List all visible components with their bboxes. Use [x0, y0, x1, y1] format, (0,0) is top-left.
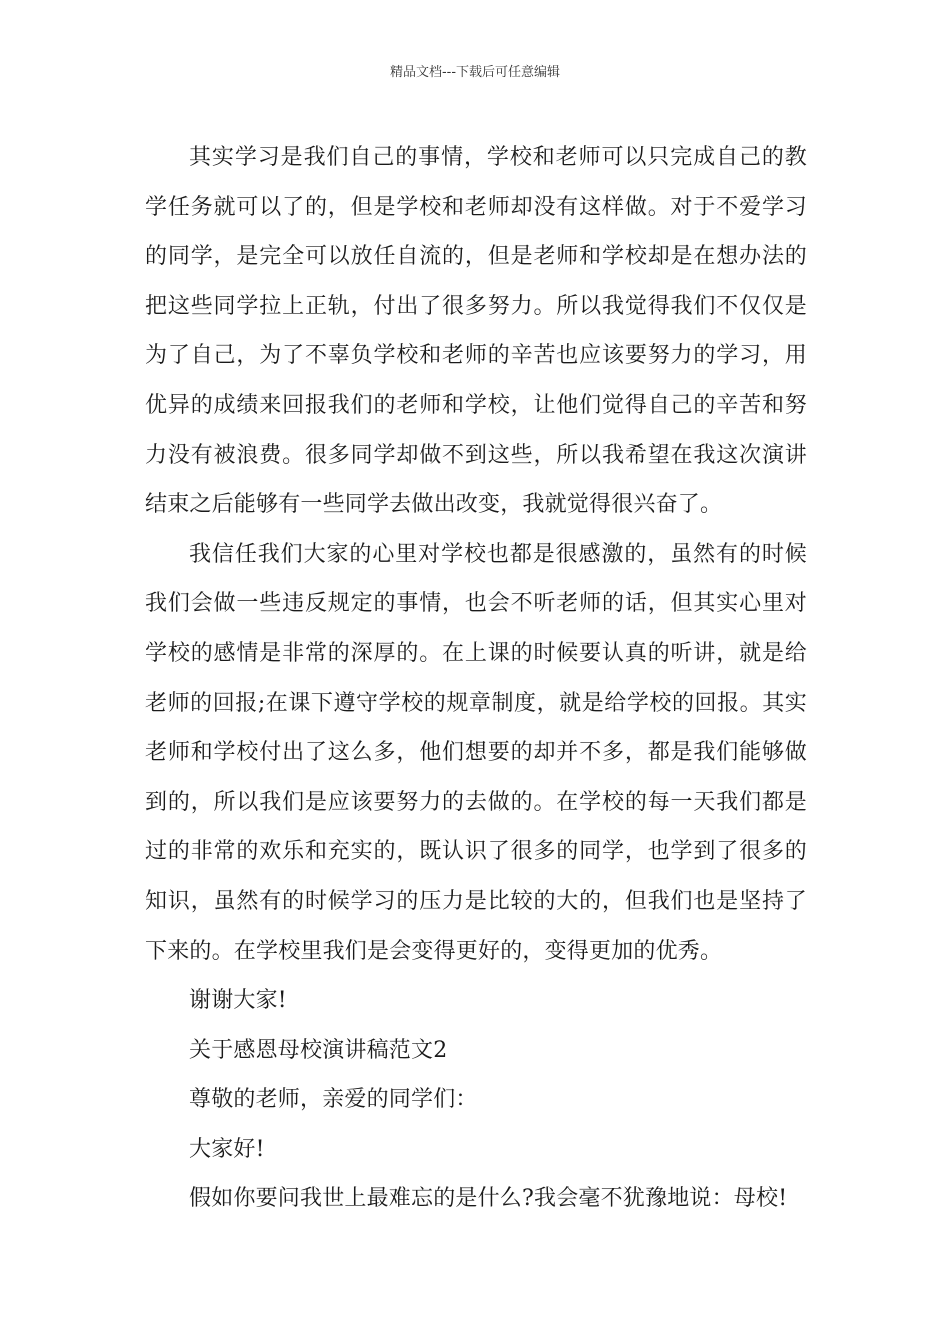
document-body [145, 133, 807, 1224]
paragraph-thanks: 谢谢大家! [189, 988, 287, 1014]
greeting: 大家好! [189, 1136, 265, 1162]
salutation: 尊敬的老师，亲爱的同学们： [189, 1087, 478, 1113]
paragraph-1: 其实学习是我们自己的事情，学校和老师可以只完成自己的教学任务就可以了的，但是学校和老师却没有这样做。对于不爱学习的同学，是完全可以放任自流的，但是老师和学校却是在想办法的把这些同学拉上正轨，付出了很多努力。所以我觉得我们不仅仅是为了自己，为了不辜负学校和老师的辛苦也应该要努力的学习，用优异的成绩来回报我们的老师和学校，让他们觉得自己的辛苦和努力没有被浪费。很多同学却做不到这些，所以我希望在我这次演讲结束之后能够有一些同学去做出改变，我就觉得很兴奋了。 [145, 145, 807, 518]
paragraph-2: 我信任我们大家的心里对学校也都是很感激的，虽然有的时候我们会做一些违反规定的事情，也会不听老师的话，但其实心里对学校的感情是非常的深厚的。在上课的时候要认真的听讲，就是给老师的回报;在课下遵守学校的规章制度，就是给学校的回报。其实老师和学校付出了这么多，他们想要的却并不多，都是我们能够做到的，所以我们是应该要努力的去做的。在学校的每一天我们都是过的非常的欢乐和充实的，既认识了很多的同学，也学到了很多的知识，虽然有的时候学习的压力是比较的大的，但我们也是坚持了下来的。在学校里我们是会变得更好的，变得更加的优秀。 [145, 541, 807, 964]
page-header: 精品文档---下载后可任意编辑 [389, 65, 561, 80]
paragraph-opening: 假如你要问我世上最难忘的是什么?我会毫不犹豫地说：母校! [189, 1186, 788, 1212]
section-title: 关于感恩母校演讲稿范文2 [189, 1037, 448, 1063]
